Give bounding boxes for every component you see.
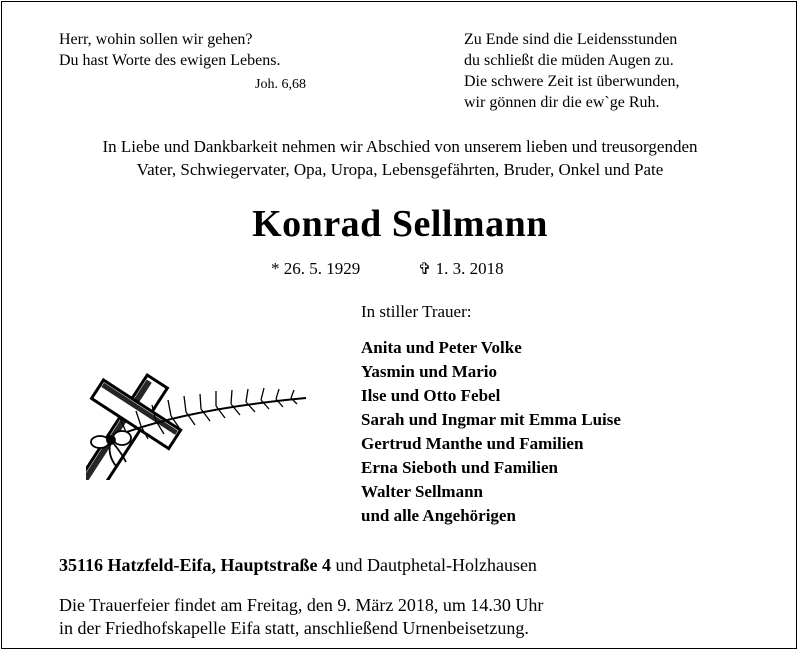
poem-line: du schließt die müden Augen zu. (464, 52, 674, 69)
mourner-name: Ilse und Otto Febel (361, 386, 501, 405)
cross-with-palm-branch-icon (86, 370, 316, 480)
intro-line: Vater, Schwiegervater, Opa, Uropa, Lebensgefährten, Bruder, Onkel und Pate (136, 160, 664, 179)
poem-line: Zu Ende sind die Leidensstunden (464, 31, 678, 48)
death-date (418, 259, 504, 279)
verse-reference: Joh. 6,68 (255, 77, 306, 92)
mourner-name: Anita und Peter Volke (361, 338, 522, 357)
funeral-line: Die Trauerfeier findet am Freitag, den 9. März 2018, um 14.30 Uhr (59, 595, 544, 615)
bible-verse (59, 29, 280, 71)
address-secondary: und Dautphetal-Holzhausen (335, 555, 537, 575)
birth-date (271, 259, 360, 279)
intro-line: In Liebe und Dankbarkeit nehmen wir Abschied von unserem lieben und treusorgenden (102, 137, 698, 156)
mourning-heading: In stiller Trauer: (361, 302, 472, 321)
verse-line: Herr, wohin sollen wir gehen? (59, 31, 253, 48)
death-date-value: 1. 3. 2018 (435, 259, 504, 278)
funeral-line: in der Friedhofskapelle Eifa statt, anschließend Urnenbeisetzung. (59, 618, 529, 638)
deceased-name: Konrad Sellmann (252, 203, 548, 245)
mourner-name: und alle Angehörigen (361, 506, 516, 525)
birth-symbol: * (271, 259, 280, 278)
poem (464, 29, 679, 113)
poem-line: Die schwere Zeit ist überwunden, (464, 73, 680, 90)
death-cross-icon: ✞ (418, 261, 432, 278)
mourners-list (361, 336, 621, 528)
mourner-name: Walter Sellmann (361, 482, 483, 501)
verse-line: Du hast Worte des ewigen Lebens. (59, 52, 281, 69)
poem-line: wir gönnen dir die ew`ge Ruh. (464, 94, 660, 111)
mourner-name: Erna Sieboth und Familien (361, 458, 558, 477)
farewell-intro (0, 135, 800, 181)
birth-date-value: 26. 5. 1929 (283, 259, 361, 278)
address-line (59, 555, 537, 576)
mourner-name: Sarah und Ingmar mit Emma Luise (361, 410, 621, 429)
mourner-name: Gertrud Manthe und Familien (361, 434, 584, 453)
funeral-notice (59, 594, 543, 640)
address-primary: 35116 Hatzfeld-Eifa, Hauptstraße 4 (59, 555, 331, 575)
mourner-name: Yasmin und Mario (361, 362, 498, 381)
